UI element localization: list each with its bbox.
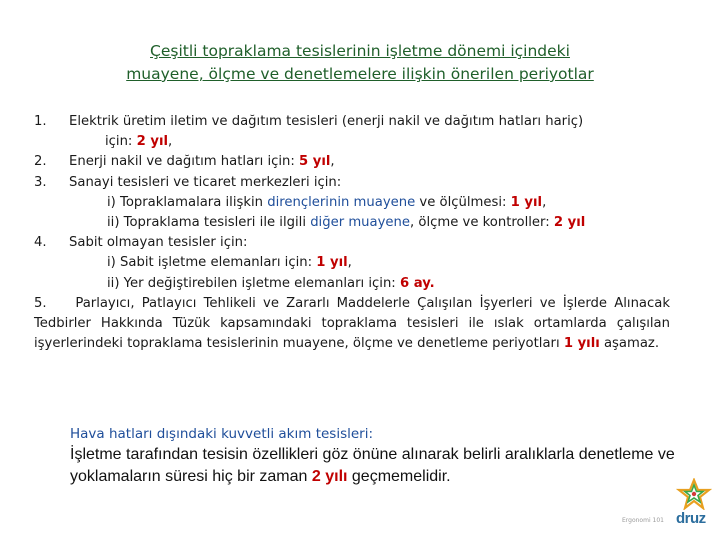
item-text: i) Sabit işletme elemanları için: [107,255,317,271]
item-text: Parlayıcı, Patlayıcı Tehlikeli ve Zararlı Maddelerle Çalışılan İşyerleri ve İşlerde Alınacak Tedbirler Hakkında Tüzük kapsamındaki topraklama tesisleri ile ıslak ortamlarda çalışılan işyerlerindeki topraklama tesislerinin muayene, ölçme ve denetleme periyotları [34,295,670,352]
item-text: , [542,194,547,210]
item-text: i) Topraklamalara ilişkin [107,194,268,210]
item-text: aşamaz. [599,336,660,352]
item-text: Enerji nakil ve dağıtım hatları için: [69,154,300,170]
sub-item-3-ii [34,213,670,233]
period-value: 2 yıl [136,134,168,150]
sub-item-3-i [34,193,670,213]
item-number: 2. [34,154,47,170]
sub-item-4-ii [34,274,670,294]
item-text: , ölçme ve kontroller: [410,215,554,231]
note-text-part: İşletme tarafından tesisin özellikleri göz önüne alınarak belirli aralıklarla denetleme ve yoklamaların süresi hiç bir zaman [70,446,675,485]
logo-wordmark: druz [676,510,706,527]
item-text: ve ölçülmesi: [415,194,511,210]
item-text: , [167,134,173,150]
page-title [60,40,660,86]
period-value: 1 yıl [510,194,543,210]
list-item-5 [34,294,670,355]
highlight-text: diğer muayene [310,215,410,231]
item-number: 3. [34,174,47,190]
period-value: 1 yıl [316,255,348,271]
item-text: Sanayi tesisleri ve ticaret merkezleri için: [69,174,342,190]
item-number: 5. [34,295,47,311]
highlight-text: dirençlerinin muayene [267,194,416,210]
period-value: 2 yıl [553,215,586,231]
item-text: Elektrik üretim iletim ve dağıtım tesisleri (enerji nakil ve dağıtım hatları hariç) [69,114,584,129]
note-title: Hava hatları dışındaki kuvvetli akım tesisleri: [70,426,374,442]
item-1-continuation [69,132,670,152]
list-item-1 [34,112,670,152]
content-body [34,112,670,354]
title-line-1: Çeşitli topraklama tesislerinin işletme dönemi içindeki [150,42,570,60]
period-value: 6 ay. [399,275,435,291]
list-item-4 [34,233,670,253]
slide-footer-label: Ergonomi 101 [622,517,664,524]
list-item-2 [34,152,670,172]
sub-item-4-i [34,253,670,273]
list-item-3 [34,173,670,193]
period-value: 2 yılı [311,468,348,485]
star-logo-icon [676,478,712,510]
item-text: Sabit olmayan tesisler için: [69,235,248,251]
note-text-part: geçmemelidir. [347,468,451,485]
period-value: 1 yılı [563,336,600,352]
note-block [70,424,690,488]
period-value: 5 yıl [299,154,331,170]
item-text: , [330,154,335,170]
item-text: için: [105,134,137,150]
item-number: 1. [34,114,47,129]
title-line-2: muayene, ölçme ve denetlemelere ilişkin önerilen periyotlar [126,65,594,83]
item-text: ii) Topraklama tesisleri ile ilgili [107,215,311,231]
item-number: 4. [34,235,47,251]
item-text: ii) Yer değiştirebilen işletme elemanları için: [107,275,400,291]
note-text [70,444,690,488]
item-text: , [347,255,352,271]
